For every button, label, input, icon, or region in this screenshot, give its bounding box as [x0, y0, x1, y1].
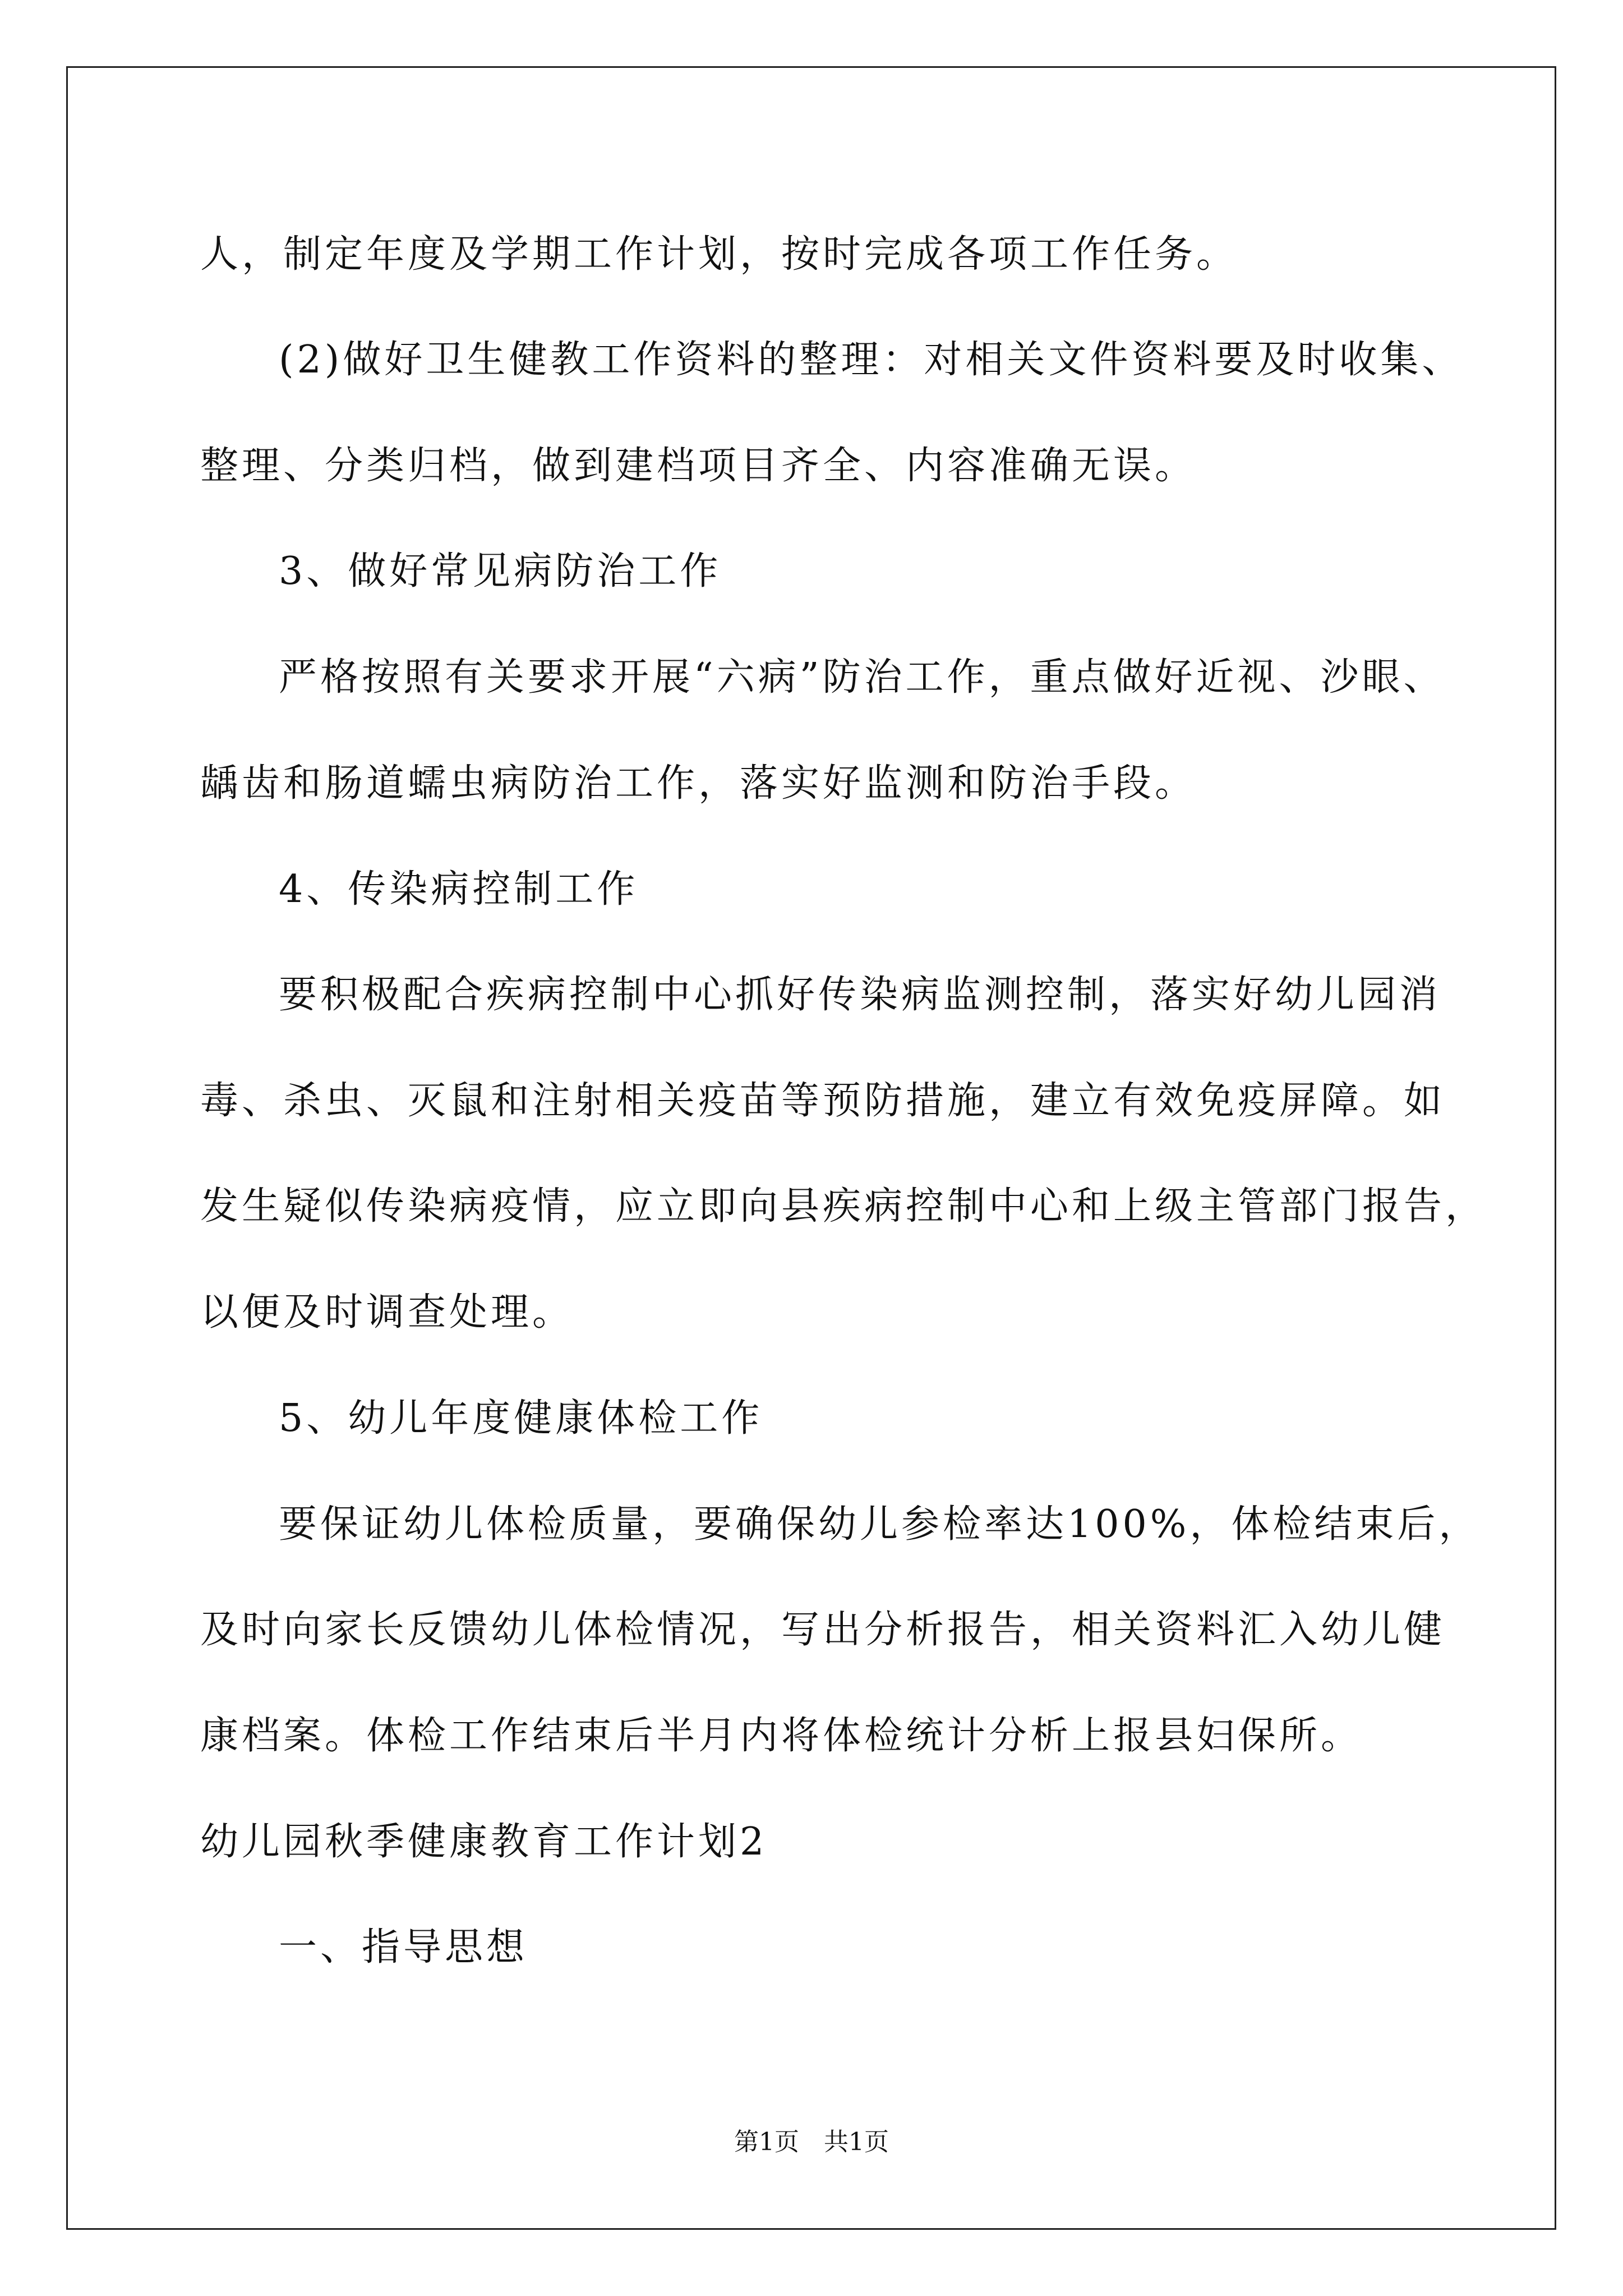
paragraph-line: 整理、分类归档，做到建档项目齐全、内容准确无误。 [200, 444, 1197, 488]
document-title: 幼儿园秋季健康教育工作计划2 [200, 1820, 768, 1864]
page-number-footer: 第1页 共1页 [734, 2128, 889, 2156]
paragraph-line: (2)做好卫生健教工作资料的整理：对相关文件资料要及时收集、 [279, 338, 1464, 382]
section-heading: 4、传染病控制工作 [279, 867, 639, 912]
paragraph-line: 毒、杀虫、灭鼠和注射相关疫苗等预防措施，建立有效免疫屏障。如 [200, 1079, 1446, 1123]
paragraph-line: 要保证幼儿体检质量，要确保幼儿参检率达100%，体检结束后， [279, 1502, 1481, 1547]
paragraph-line: 严格按照有关要求开展“六病”防治工作，重点做好近视、沙眼、 [279, 655, 1445, 700]
paragraph-line: 康档案。体检工作结束后半月内将体检统计分析上报县妇保所。 [200, 1714, 1363, 1758]
paragraph-line: 人，制定年度及学期工作计划，按时完成各项工作任务。 [200, 232, 1238, 277]
paragraph-line: 要积极配合疾病控制中心抓好传染病监测控制，落实好幼儿园消 [279, 973, 1441, 1017]
section-heading: 3、做好常见病防治工作 [279, 549, 722, 593]
paragraph-line: 以便及时调查处理。 [200, 1290, 574, 1335]
paragraph-line: 龋齿和肠道蠕虫病防治工作，落实好监测和防治手段。 [200, 761, 1197, 806]
section-heading: 5、幼儿年度健康体检工作 [279, 1396, 763, 1441]
paragraph-line: 及时向家长反馈幼儿体检情况，写出分析报告，相关资料汇入幼儿健 [200, 1608, 1446, 1652]
paragraph-line: 发生疑似传染病疫情，应立即向县疾病控制中心和上级主管部门报告， [200, 1184, 1487, 1228]
section-heading: 一、指导思想 [279, 1925, 528, 1970]
page-frame [66, 66, 1556, 2230]
